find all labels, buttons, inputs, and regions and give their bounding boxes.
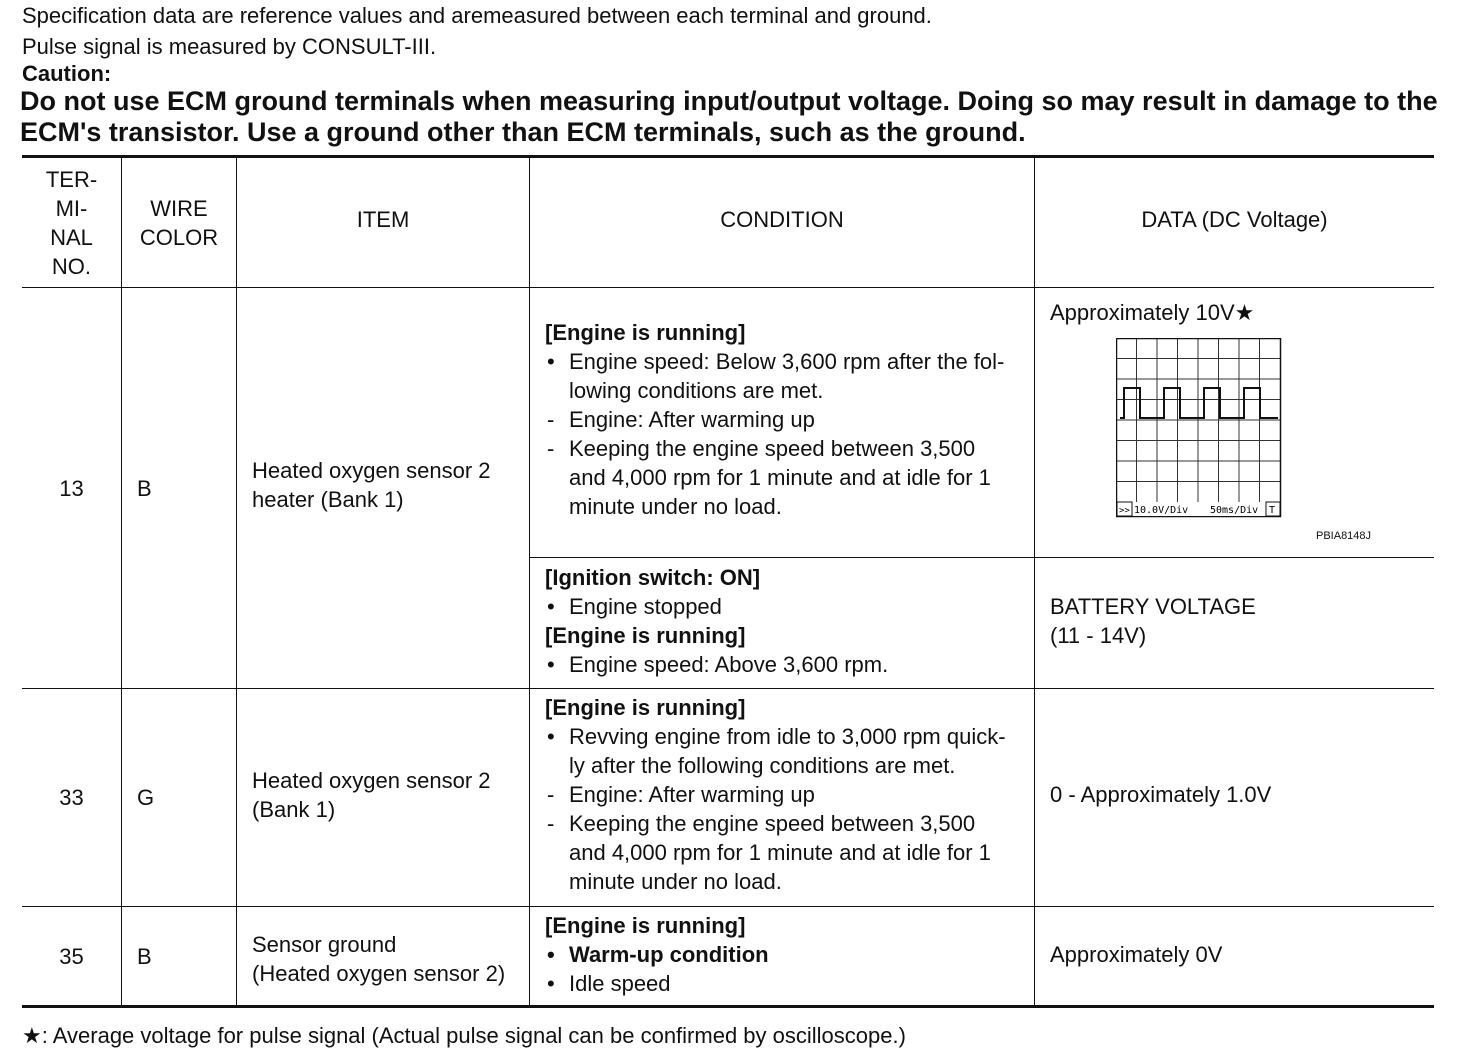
row33-wire-color: G: [137, 785, 155, 810]
intro-line-1: Specification data are reference values and aremeasured between each terminal and ground.: [22, 3, 932, 28]
condition-dash: [545, 809, 1030, 896]
data-value-line: (11 - 14V): [1050, 623, 1147, 648]
dash-marker: -: [547, 782, 555, 807]
condition-line: Engine speed: Above 3,600 rpm.: [569, 652, 889, 677]
row13-condition-a: [545, 318, 1030, 521]
condition-heading: [Engine is running]: [545, 623, 746, 648]
table-bottom-rule: [22, 1005, 1434, 1008]
oscilloscope-waveform: [1116, 338, 1282, 520]
condition-line: Keeping the engine speed between 3,500: [569, 436, 976, 461]
header-condition: CONDITION: [720, 206, 844, 232]
header-terminal-line: NO.: [51, 253, 92, 279]
row13-data-a: [1050, 298, 1430, 327]
scope-right-marker: T: [1269, 505, 1276, 516]
header-wire-color: [122, 158, 236, 287]
condition-bullet: [545, 592, 1030, 621]
scope-time-label: 50ms/Div: [1210, 505, 1259, 516]
row13-item-line: heater (Bank 1): [252, 487, 404, 512]
row35-item-line: Sensor ground: [252, 932, 397, 957]
condition-line: Idle speed: [569, 971, 671, 996]
row33-terminal: 33: [59, 785, 84, 810]
bullet-marker: •: [547, 594, 555, 619]
condition-heading: [Engine is running]: [545, 320, 746, 345]
condition-line: minute under no load.: [569, 494, 782, 519]
row13-wire-color: B: [137, 475, 152, 501]
row33-item-line: Heated oxygen sensor 2: [252, 767, 491, 793]
bullet-marker: •: [547, 724, 555, 749]
intro-line-2: Pulse signal is measured by CONSULT-III.: [22, 34, 437, 59]
header-terminal: [22, 158, 121, 287]
condition-line: and 4,000 rpm for 1 minute and at idle for 1: [569, 840, 991, 865]
row33-item: [252, 689, 527, 900]
header-divider: [22, 287, 1434, 288]
condition-line: ly after the following conditions are met.: [569, 753, 956, 778]
condition-dash: [545, 434, 1030, 521]
condition-line: Engine: After warming up: [569, 782, 815, 807]
row13-subdivider: [530, 557, 1434, 558]
row35-item-line: (Heated oxygen sensor 2): [252, 961, 506, 986]
data-value-line: BATTERY VOLTAGE: [1050, 594, 1256, 619]
header-data: DATA (DC Voltage): [1141, 206, 1328, 232]
bullet-marker: •: [547, 971, 555, 996]
condition-dash: [545, 405, 1030, 434]
col-divider-4: [1034, 158, 1035, 1005]
condition-bullet: [545, 969, 1030, 998]
footnote: [22, 1022, 906, 1050]
col-divider-2: [236, 158, 237, 1005]
data-value: Approximately 10V: [1050, 300, 1235, 325]
condition-line: Engine: After warming up: [569, 407, 815, 432]
header-item: ITEM: [356, 206, 410, 232]
row35-terminal: 35: [59, 943, 84, 969]
row33-condition: [545, 693, 1030, 896]
row35-data: Approximately 0V: [1050, 941, 1223, 967]
row35-wire-color: B: [137, 943, 152, 969]
row33-data: 0 - Approximately 1.0V: [1050, 782, 1272, 807]
header-terminal-line: NAL: [50, 224, 93, 250]
dash-marker: -: [547, 811, 555, 836]
condition-line: Warm-up condition: [569, 942, 769, 967]
bullet-marker: •: [547, 942, 555, 967]
bullet-marker: •: [547, 652, 555, 677]
caution-label: Caution:: [22, 61, 112, 86]
caution-text: Do not use ECM ground terminals when measuring input/output voltage. Doing so may result in damage to the ECM's transistor. Use a ground other than ECM terminals, such as the ground.: [20, 86, 1438, 147]
condition-heading: [Ignition switch: ON]: [545, 565, 761, 590]
row35-item: [252, 907, 528, 1011]
row13-data-b: [1050, 592, 1430, 650]
condition-heading: [Engine is running]: [545, 695, 746, 720]
scope-left-marker: >>: [1119, 506, 1130, 516]
figure-id: PBIA8148J: [1316, 530, 1372, 542]
row13-condition-b: [545, 563, 1030, 679]
star-icon: ★: [22, 1023, 42, 1048]
condition-dash: [545, 780, 1030, 809]
condition-line: minute under no load.: [569, 869, 782, 894]
header-wire-line: COLOR: [139, 224, 219, 250]
col-divider-3: [529, 158, 530, 1005]
scope-grid: [1116, 338, 1281, 502]
row13-item: [252, 288, 527, 682]
row13-item-line: Heated oxygen sensor 2: [252, 458, 491, 483]
dash-marker: -: [547, 436, 555, 461]
condition-line: lowing conditions are met.: [569, 378, 824, 403]
row13-terminal: 13: [59, 475, 84, 501]
header-terminal-line: MI-: [55, 195, 88, 221]
row33-item-line: (Bank 1): [252, 796, 336, 822]
condition-bullet: [545, 650, 1030, 679]
header-wire-line: WIRE: [150, 195, 208, 221]
star-icon: ★: [1234, 300, 1255, 325]
condition-line: Engine stopped: [569, 594, 722, 619]
condition-line: Engine speed: Below 3,600 rpm after the fol-: [569, 349, 1005, 374]
condition-line: Keeping the engine speed between 3,500: [569, 811, 976, 836]
condition-heading: [Engine is running]: [545, 913, 746, 938]
bullet-marker: •: [547, 349, 555, 374]
footnote-text: : Average voltage for pulse signal (Actual pulse signal can be confirmed by oscilloscope.): [41, 1023, 906, 1048]
condition-bullet: [545, 940, 1030, 969]
condition-bullet: [545, 347, 1030, 405]
header-terminal-line: TER-: [45, 166, 98, 192]
row35-condition: [545, 911, 1030, 998]
dash-marker: -: [547, 407, 555, 432]
condition-line: Revving engine from idle to 3,000 rpm quick-: [569, 724, 1006, 749]
pulse-waveform: [1120, 388, 1278, 418]
condition-line: and 4,000 rpm for 1 minute and at idle for 1: [569, 465, 991, 490]
scope-volt-label: 10.0V/Div: [1134, 505, 1189, 516]
condition-bullet: [545, 722, 1030, 780]
